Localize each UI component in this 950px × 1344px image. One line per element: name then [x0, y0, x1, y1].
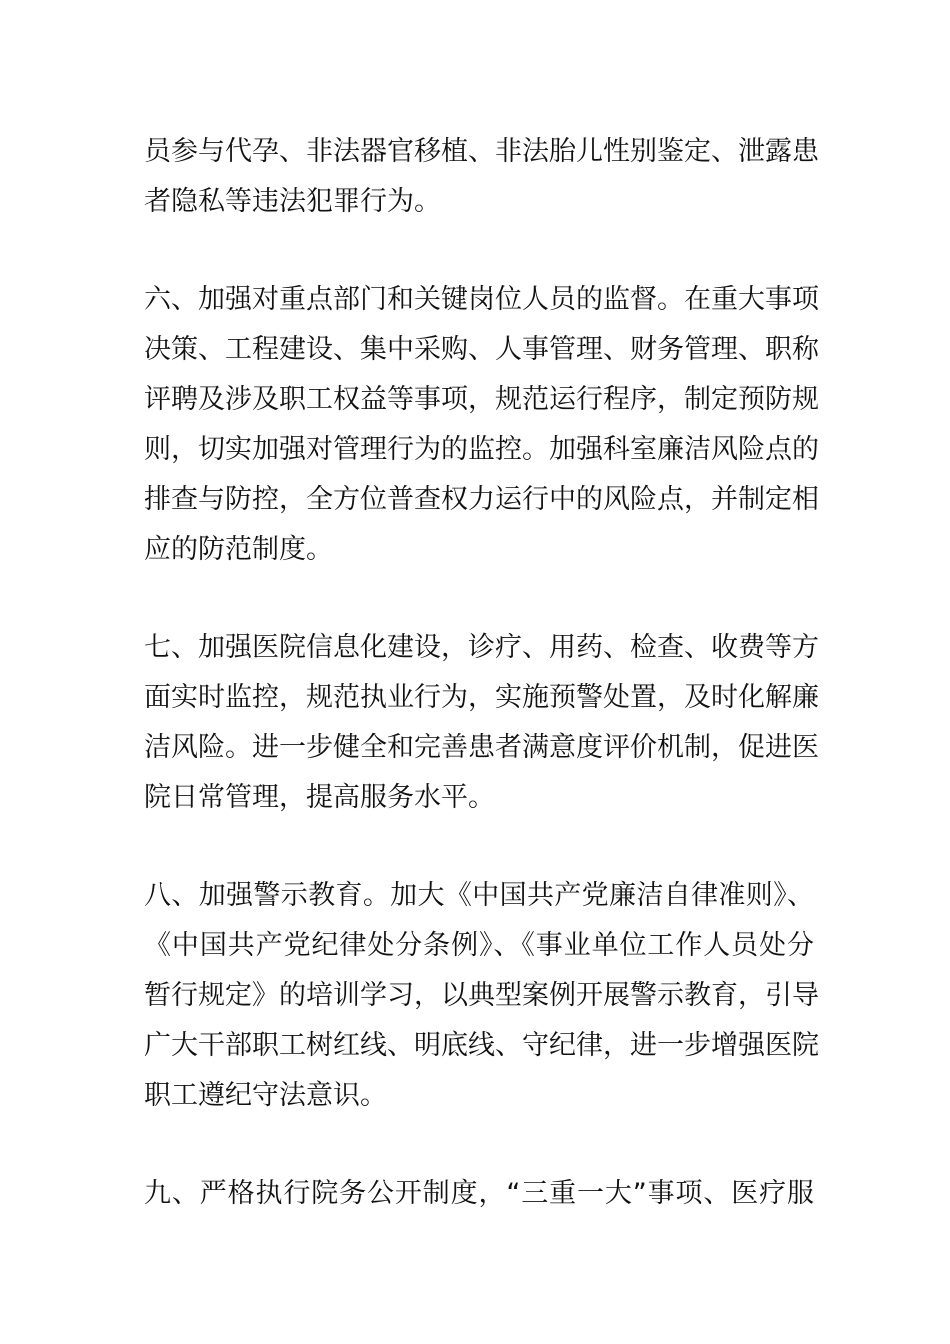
text-line: 七、加强医院信息化建设，诊疗、用药、检查、收费等方 — [144, 632, 819, 663]
text-line: 职工遵纪守法意识。 — [144, 1080, 387, 1111]
text-line: 九、严格执行院务公开制度，“三重一大”事项、医疗服 — [144, 1178, 814, 1209]
text-line: 六、加强对重点部门和关键岗位人员的监督。在重大事项 — [144, 284, 819, 315]
paragraph-continued — [144, 127, 819, 227]
paragraph-item-8 — [144, 871, 819, 1121]
text-line: 广大干部职工树红线、明底线、守纪律，进一步增强医院 — [144, 1030, 819, 1061]
text-line: 洁风险。进一步健全和完善患者满意度评价机制，促进医 — [144, 732, 819, 763]
text-line: 决策、工程建设、集中采购、人事管理、财务管理、职称 — [144, 334, 819, 365]
paragraph-item-7 — [144, 623, 819, 823]
text-line: 应的防范制度。 — [144, 534, 333, 565]
paragraph-item-9 — [144, 1169, 814, 1219]
text-line: 评聘及涉及职工权益等事项，规范运行程序，制定预防规 — [144, 384, 819, 415]
text-line: 排查与防控，全方位普查权力运行中的风险点，并制定相 — [144, 484, 819, 515]
text-line: 员参与代孕、非法器官移植、非法胎儿性别鉴定、泄露患 — [144, 136, 819, 167]
text-line: 八、加强警示教育。加大《中国共产党廉洁自律准则》、 — [144, 880, 814, 911]
text-line: 暂行规定》的培训学习，以典型案例开展警示教育，引导 — [144, 980, 819, 1011]
text-line: 《中国共产党纪律处分条例》、《事业单位工作人员处分 — [144, 930, 814, 961]
text-line: 则，切实加强对管理行为的监控。加强科室廉洁风险点的 — [144, 434, 819, 465]
paragraph-item-6 — [144, 275, 819, 575]
text-line: 院日常管理，提高服务水平。 — [144, 782, 495, 813]
text-line: 面实时监控，规范执业行为，实施预警处置，及时化解廉 — [144, 682, 819, 713]
text-line: 者隐私等违法犯罪行为。 — [144, 186, 441, 217]
